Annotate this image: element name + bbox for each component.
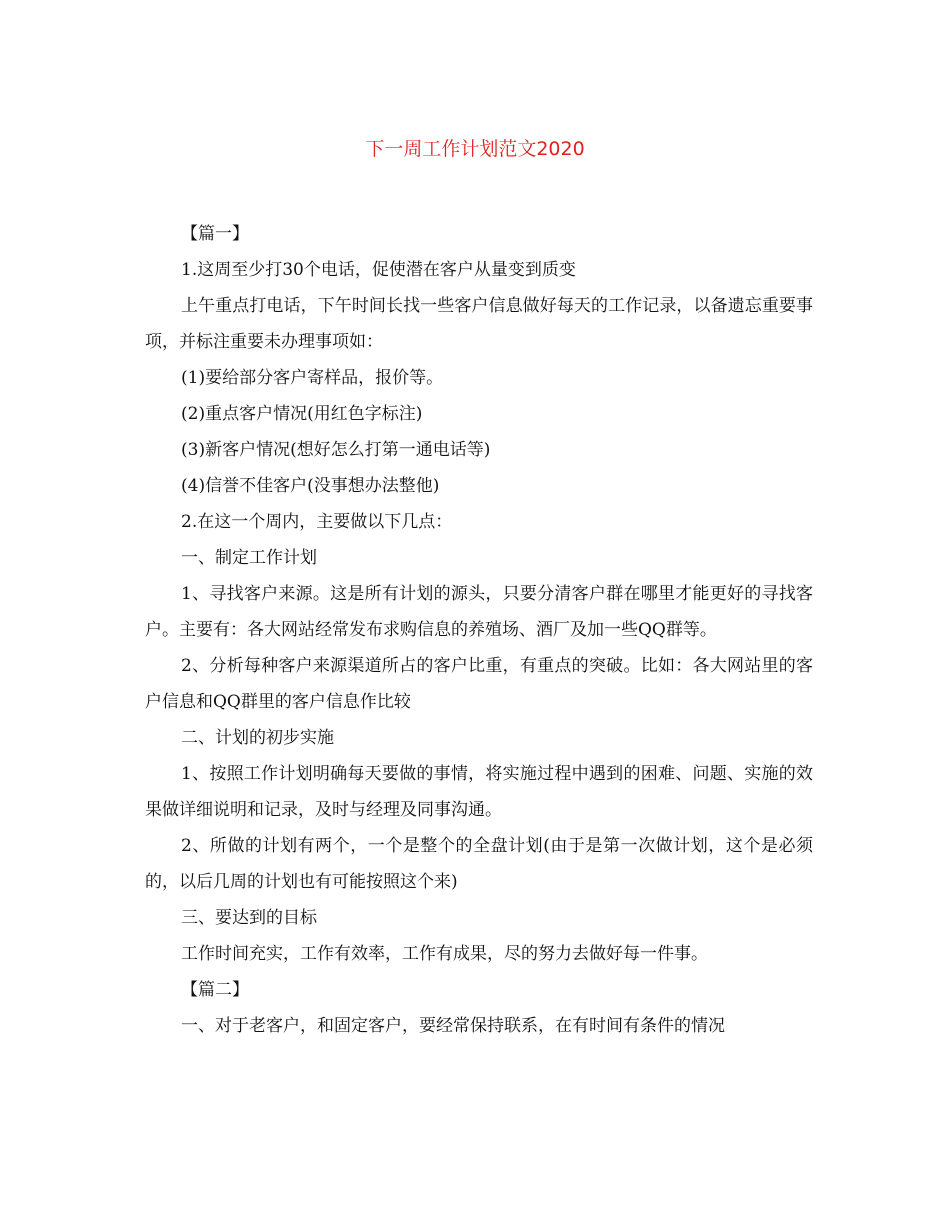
section-heading-part-one: 【篇一】 [181,224,249,244]
list-item: (3)新客户情况(想好怎么打第一通电话等) [181,440,491,460]
paragraph: 2、所做的计划有两个，一个是整个的全盘计划(由于是第一次做计划，这个是必须的，以后几周的计划也有可能按照这个来) [145,836,813,892]
paragraph: 上午重点打电话，下午时间长找一些客户信息做好每天的工作记录，以备遗忘重要事项，并标注重要未办理事项如： [145,296,813,352]
paragraph: 工作时间充实，工作有效率，工作有成果，尽的努力去做好每一件事。 [181,944,708,964]
document-title: 下一周工作计划范文2020 [365,138,585,160]
subheading: 一、制定工作计划 [181,548,317,568]
paragraph: 一、对于老客户，和固定客户，要经常保持联系，在有时间有条件的情况 [181,1016,725,1036]
paragraph: 1、按照工作计划明确每天要做的事情，将实施过程中遇到的困难、问题、实施的效果做详细说明和记录，及时与经理及同事沟通。 [145,764,813,820]
list-item: (4)信誉不佳客户(没事想办法整他) [181,476,440,496]
document-body [145,216,813,1044]
list-item: (1)要给部分客户寄样品，报价等。 [181,368,444,388]
subheading: 二、计划的初步实施 [181,728,334,748]
paragraph: 1.这周至少打30个电话，促使潜在客户从量变到质变 [181,260,576,280]
list-item: (2)重点客户情况(用红色字标注) [181,404,423,424]
subheading: 三、要达到的目标 [181,908,317,928]
paragraph: 2、分析每种客户来源渠道所占的客户比重，有重点的突破。比如：各大网站里的客户信息和QQ群里的客户信息作比较 [145,656,813,712]
paragraph: 2.在这一个周内，主要做以下几点： [181,512,453,532]
paragraph: 1、寻找客户来源。这是所有计划的源头，只要分清客户群在哪里才能更好的寻找客户。主要有：各大网站经常发布求购信息的养殖场、酒厂及加一些QQ群等。 [145,584,813,640]
section-heading-part-two: 【篇二】 [181,980,249,1000]
